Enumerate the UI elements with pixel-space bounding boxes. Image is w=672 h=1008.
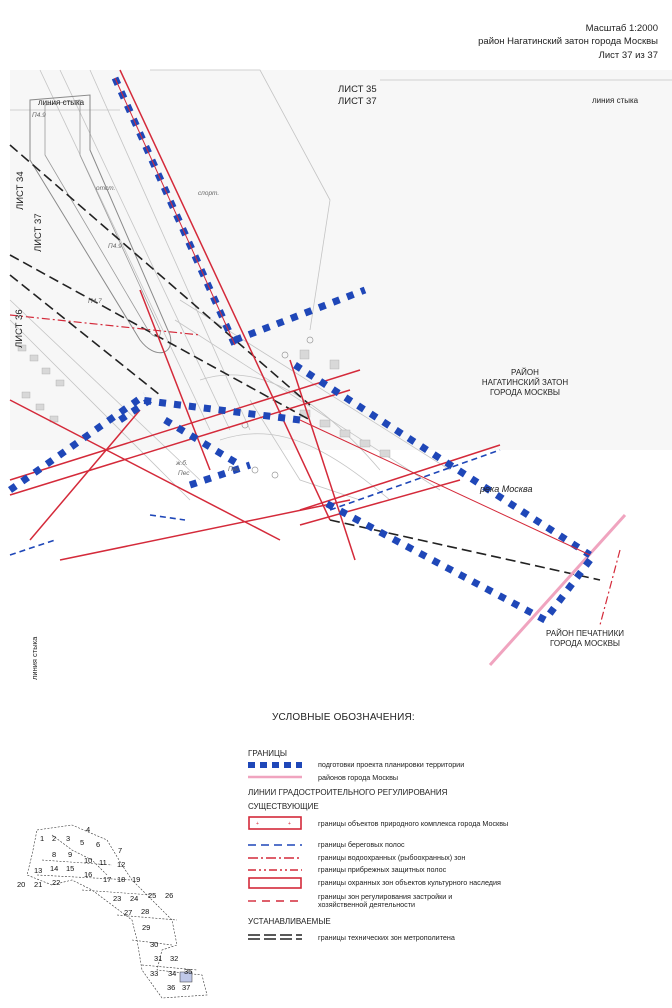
index-24: 24 <box>130 894 139 903</box>
index-21: 21 <box>34 880 43 889</box>
map-scale: Масштаб 1:2000 <box>585 23 658 34</box>
index-29: 29 <box>142 923 151 932</box>
district-title: район Нагатинский затон города Москвы <box>478 36 658 47</box>
index-7: 7 <box>118 846 123 855</box>
index-6: 6 <box>96 840 101 849</box>
legend-swatch-metro <box>248 933 302 941</box>
legend-item-metro: границы технических зон метрополитена <box>318 933 455 942</box>
label-seam-bottom: линия стыка <box>30 636 39 680</box>
svg-text:+: + <box>256 821 259 827</box>
label-sheet34: ЛИСТ 34 <box>15 171 26 210</box>
legend-subgroup-existing: СУЩЕСТВУЮЩИЕ <box>248 802 319 811</box>
index-12: 12 <box>117 860 126 869</box>
index-13: 13 <box>34 866 43 875</box>
index-23: 23 <box>113 894 122 903</box>
nagatino-line1: РАЙОН <box>511 368 539 377</box>
legend-swatch-districts <box>248 773 302 781</box>
legend-title: УСЛОВНЫЕ ОБОЗНАЧЕНИЯ: <box>272 712 415 723</box>
index-36: 36 <box>167 983 176 992</box>
sheet-number: Лист 37 из 37 <box>598 50 658 61</box>
label-sheet37-top: ЛИСТ 37 <box>338 96 377 107</box>
mark-zhb: ж.б. <box>176 460 188 467</box>
label-river: река Москва <box>480 484 533 494</box>
index-5: 5 <box>80 838 85 847</box>
index-22: 22 <box>52 878 61 887</box>
legend-item-planning: подготовки проекта планировки территории <box>318 760 465 769</box>
pechatniki-line2: ГОРОДА МОСКВЫ <box>549 639 621 648</box>
index-3: 3 <box>66 834 71 843</box>
index-11: 11 <box>99 858 107 867</box>
nagatino-line2: НАГАТИНСКИЙ ЗАТОН <box>481 378 569 387</box>
index-32: 32 <box>170 954 179 963</box>
index-14: 14 <box>50 864 59 873</box>
label-seam-right: линия стыка <box>592 96 639 105</box>
legend-subgroup-planned: УСТАНАВЛИВАЕМЫЕ <box>248 917 331 926</box>
index-2: 2 <box>52 834 57 843</box>
legend-swatch-coastal <box>248 867 302 873</box>
mark-p49-b: П4.9 <box>108 243 122 250</box>
index-4: 4 <box>86 825 91 834</box>
legend-item-regulation: границы зон регулирования застройки и хозяйственной деятельности <box>318 892 453 909</box>
index-18: 18 <box>117 875 126 884</box>
legend-swatch-shore <box>248 842 302 848</box>
mark-otst: отст. <box>96 185 116 192</box>
svg-text:+: + <box>288 821 291 827</box>
nagatino-line3: ГОРОДА МОСКВЫ <box>489 388 561 397</box>
label-sheet36: ЛИСТ 36 <box>14 309 25 348</box>
index-17: 17 <box>103 875 112 884</box>
legend-item-water: границы водоохранных (рыбоохранных) зон <box>318 853 466 862</box>
label-district-pechatniki <box>530 629 640 649</box>
legend-item-coastal: границы прибрежных защитных полос <box>318 865 447 874</box>
mark-pes-a: Пес <box>178 470 190 477</box>
legend-group-borders: ГРАНИЦЫ <box>248 749 287 758</box>
index-20: 20 <box>17 880 26 889</box>
index-10: 10 <box>84 856 93 865</box>
index-19: 19 <box>132 875 141 884</box>
legend-swatch-water <box>248 855 302 861</box>
index-35: 35 <box>184 967 193 976</box>
index-9: 9 <box>68 850 73 859</box>
index-16: 16 <box>84 870 93 879</box>
sheet-index-map <box>12 820 212 1000</box>
mark-sport: спорт. <box>198 190 220 197</box>
legend-swatch-regulation <box>248 898 302 904</box>
legend-item-heritage: границы охранных зон объектов культурного наследия <box>318 878 501 887</box>
index-28: 28 <box>141 907 150 916</box>
index-37: 37 <box>182 983 191 992</box>
index-30: 30 <box>150 940 159 949</box>
label-seam-left: линия стыка <box>38 98 85 107</box>
index-31: 31 <box>154 954 163 963</box>
legend-swatch-planning <box>248 760 302 770</box>
legend-group-lines: ЛИНИИ ГРАДОСТРОИТЕЛЬНОГО РЕГУЛИРОВАНИЯ <box>248 788 448 797</box>
index-1: 1 <box>40 834 45 843</box>
legend-item-shore: границы береговых полос <box>318 840 405 849</box>
legend-swatch-nature <box>248 816 302 830</box>
index-33: 33 <box>150 969 159 978</box>
mark-p49-a: П4.9 <box>32 112 46 119</box>
label-sheet37-left: ЛИСТ 37 <box>33 213 44 252</box>
pechatniki-line1: РАЙОН ПЕЧАТНИКИ <box>545 629 625 638</box>
label-district-nagatino <box>470 368 580 398</box>
mark-p47: П4.7 <box>88 298 102 305</box>
index-34: 34 <box>168 969 177 978</box>
index-25: 25 <box>148 891 157 900</box>
index-8: 8 <box>52 850 57 859</box>
index-27: 27 <box>124 908 133 917</box>
legend-swatch-heritage <box>248 877 302 889</box>
legend-item-districts: районов города Москвы <box>318 773 399 782</box>
mark-pes-b: Пес <box>228 466 240 473</box>
legend-item-nature: границы объектов природного комплекса города Москвы <box>318 819 509 828</box>
index-26: 26 <box>165 891 174 900</box>
index-15: 15 <box>66 864 75 873</box>
label-sheet35: ЛИСТ 35 <box>338 84 377 95</box>
